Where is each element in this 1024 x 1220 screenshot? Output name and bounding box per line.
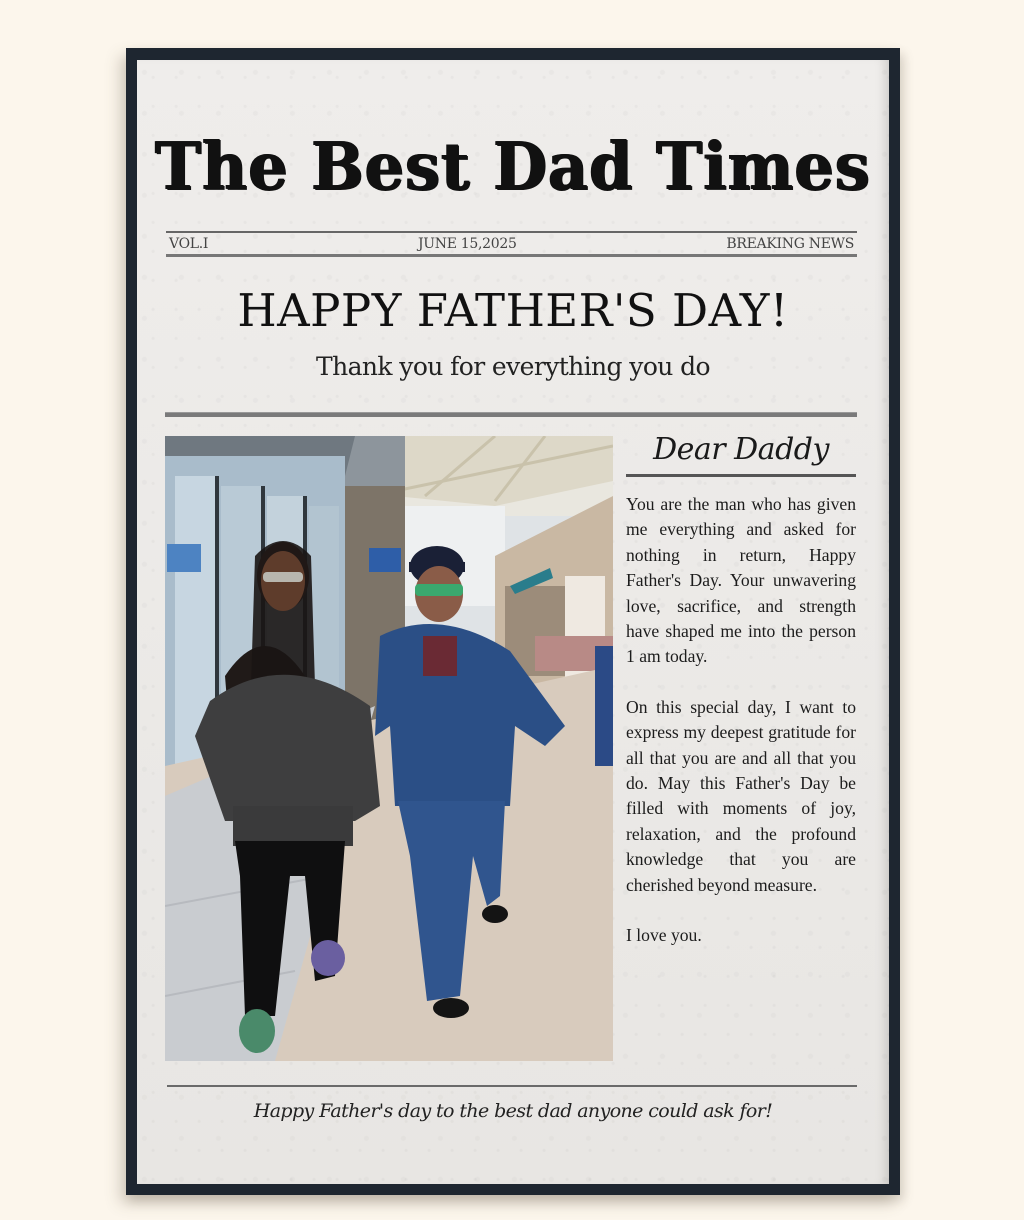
letter-closing: I love you. (626, 925, 702, 946)
dateline-bar (166, 231, 857, 257)
issue-date: JUNE 15,2025 (417, 235, 517, 252)
father-and-daughter-photo (165, 436, 613, 1061)
subheadline: Thank you for everything you do (316, 352, 710, 381)
letter-body (626, 492, 856, 949)
letter-paragraph: On this special day, I want to express my deepest gratitude for all that you are and all that you do. May this Father's Day be filled with moments of joy, relaxation, and the profound knowledge that you are cherished beyond measure. (626, 696, 856, 895)
newspaper-page (137, 60, 889, 1184)
footer-tagline: Happy Father's day to the best dad anyone could ask for! (253, 1100, 773, 1122)
picture-frame (126, 48, 900, 1195)
letter-column (626, 432, 856, 949)
masthead-title: The Best Dad Times (155, 128, 871, 205)
footer-rule (167, 1085, 857, 1087)
divider-rule (165, 412, 857, 417)
breaking-news-label: BREAKING NEWS (726, 235, 854, 252)
letter-title: Dear Daddy (626, 432, 856, 477)
letter-paragraph: You are the man who has given me everything and asked for nothing in return, Happy Father's Day. Your unwavering love, sacrifice, and strength have shaped me into the person 1 am today. (626, 494, 856, 667)
headline: HAPPY FATHER'S DAY! (237, 284, 789, 337)
volume-label: VOL.I (169, 235, 209, 252)
photo-illustration (165, 436, 613, 1061)
